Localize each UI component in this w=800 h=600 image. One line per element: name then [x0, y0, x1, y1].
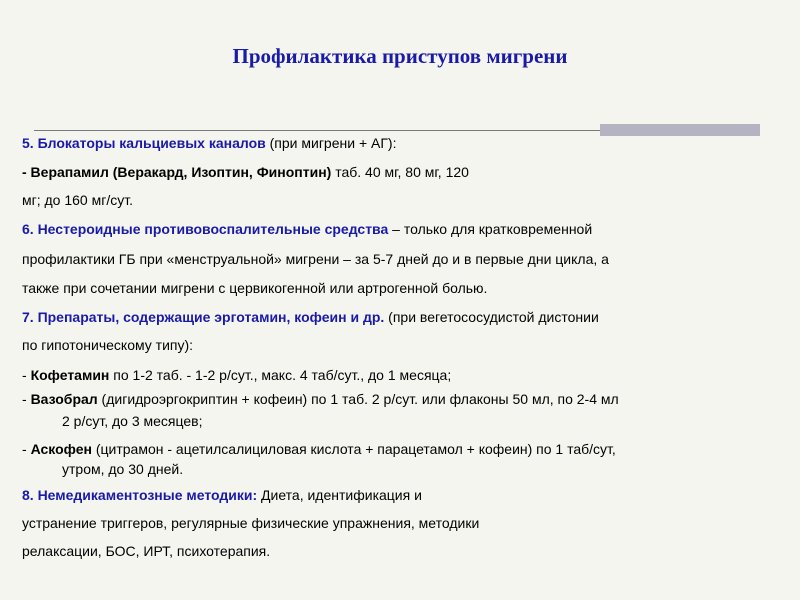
divider-accent-block — [600, 124, 760, 136]
askofen-name: Аскофен — [30, 441, 92, 457]
cofetamin-dose: по 1-2 таб. - 1-2 р/сут., макс. 4 таб/сут., до 1 месяца; — [109, 367, 452, 383]
cofetamin-name: Кофетамин — [30, 367, 110, 383]
verapamil-line — [22, 163, 469, 181]
item-6-heading: 6. Нестероидные противовоспалительные средства — [22, 221, 389, 237]
slide-title: Профилактика приступов мигрени — [232, 44, 568, 68]
vasobral-name: Вазобрал — [30, 391, 98, 407]
item-8-cont-2: релаксации, БОС, ИРТ, психотерапия. — [22, 543, 271, 559]
askofen-dose: (цитрамон - ацетилсалициловая кислота + парацетамол + кофеин) по 1 таб/сут, — [91, 441, 616, 457]
vasobral-line — [22, 390, 619, 408]
item-8-heading: 8. Немедикаментозные методики: — [22, 487, 258, 503]
verapamil-name: - Верапамил (Веракард, Изоптин, Финоптин) — [22, 164, 332, 180]
item-7-cont: по гипотоническому типу): — [22, 337, 194, 353]
cofetamin-line — [22, 366, 451, 384]
item-6-cont-2: также при сочетании мигрени с цервикогенной или артрогенной болью. — [22, 280, 488, 296]
item-5-heading: 5. Блокаторы кальциевых каналов — [22, 135, 266, 151]
item-8-cont-1: устранение триггеров, регулярные физические упражнения, методики — [22, 515, 480, 531]
item-8 — [22, 486, 422, 504]
verapamil-line-cont: мг; до 160 мг/сут. — [22, 192, 133, 208]
bullet-dash: - — [22, 391, 31, 407]
bullet-dash: - — [22, 367, 31, 383]
item-5 — [22, 134, 396, 152]
bullet-dash: - — [22, 441, 31, 457]
item-5-text: (при мигрени + АГ): — [265, 135, 397, 151]
item-7 — [22, 308, 599, 326]
askofen-line-cont: утром, до 30 дней. — [62, 461, 184, 477]
verapamil-dose: таб. 40 мг, 80 мг, 120 — [331, 164, 469, 180]
askofen-line — [22, 440, 616, 458]
item-7-heading: 7. Препараты, содержащие эрготамин, кофеин и др. — [22, 309, 385, 325]
item-6 — [22, 220, 592, 238]
vasobral-line-cont: 2 р/сут, до 3 месяцев; — [62, 413, 203, 429]
item-6-text: – только для кратковременной — [388, 221, 593, 237]
item-6-cont-1: профилактики ГБ при «менструальной» мигрени – за 5-7 дней до и в первые дни цикла, а — [22, 251, 609, 267]
item-7-text: (при вегетососудистой дистонии — [384, 309, 599, 325]
item-8-text: Диета, идентификация и — [257, 487, 422, 503]
vasobral-dose: (дигидроэргокриптин + кофеин) по 1 таб. 2 р/сут. или флаконы 50 мл, по 2-4 мл — [97, 391, 619, 407]
